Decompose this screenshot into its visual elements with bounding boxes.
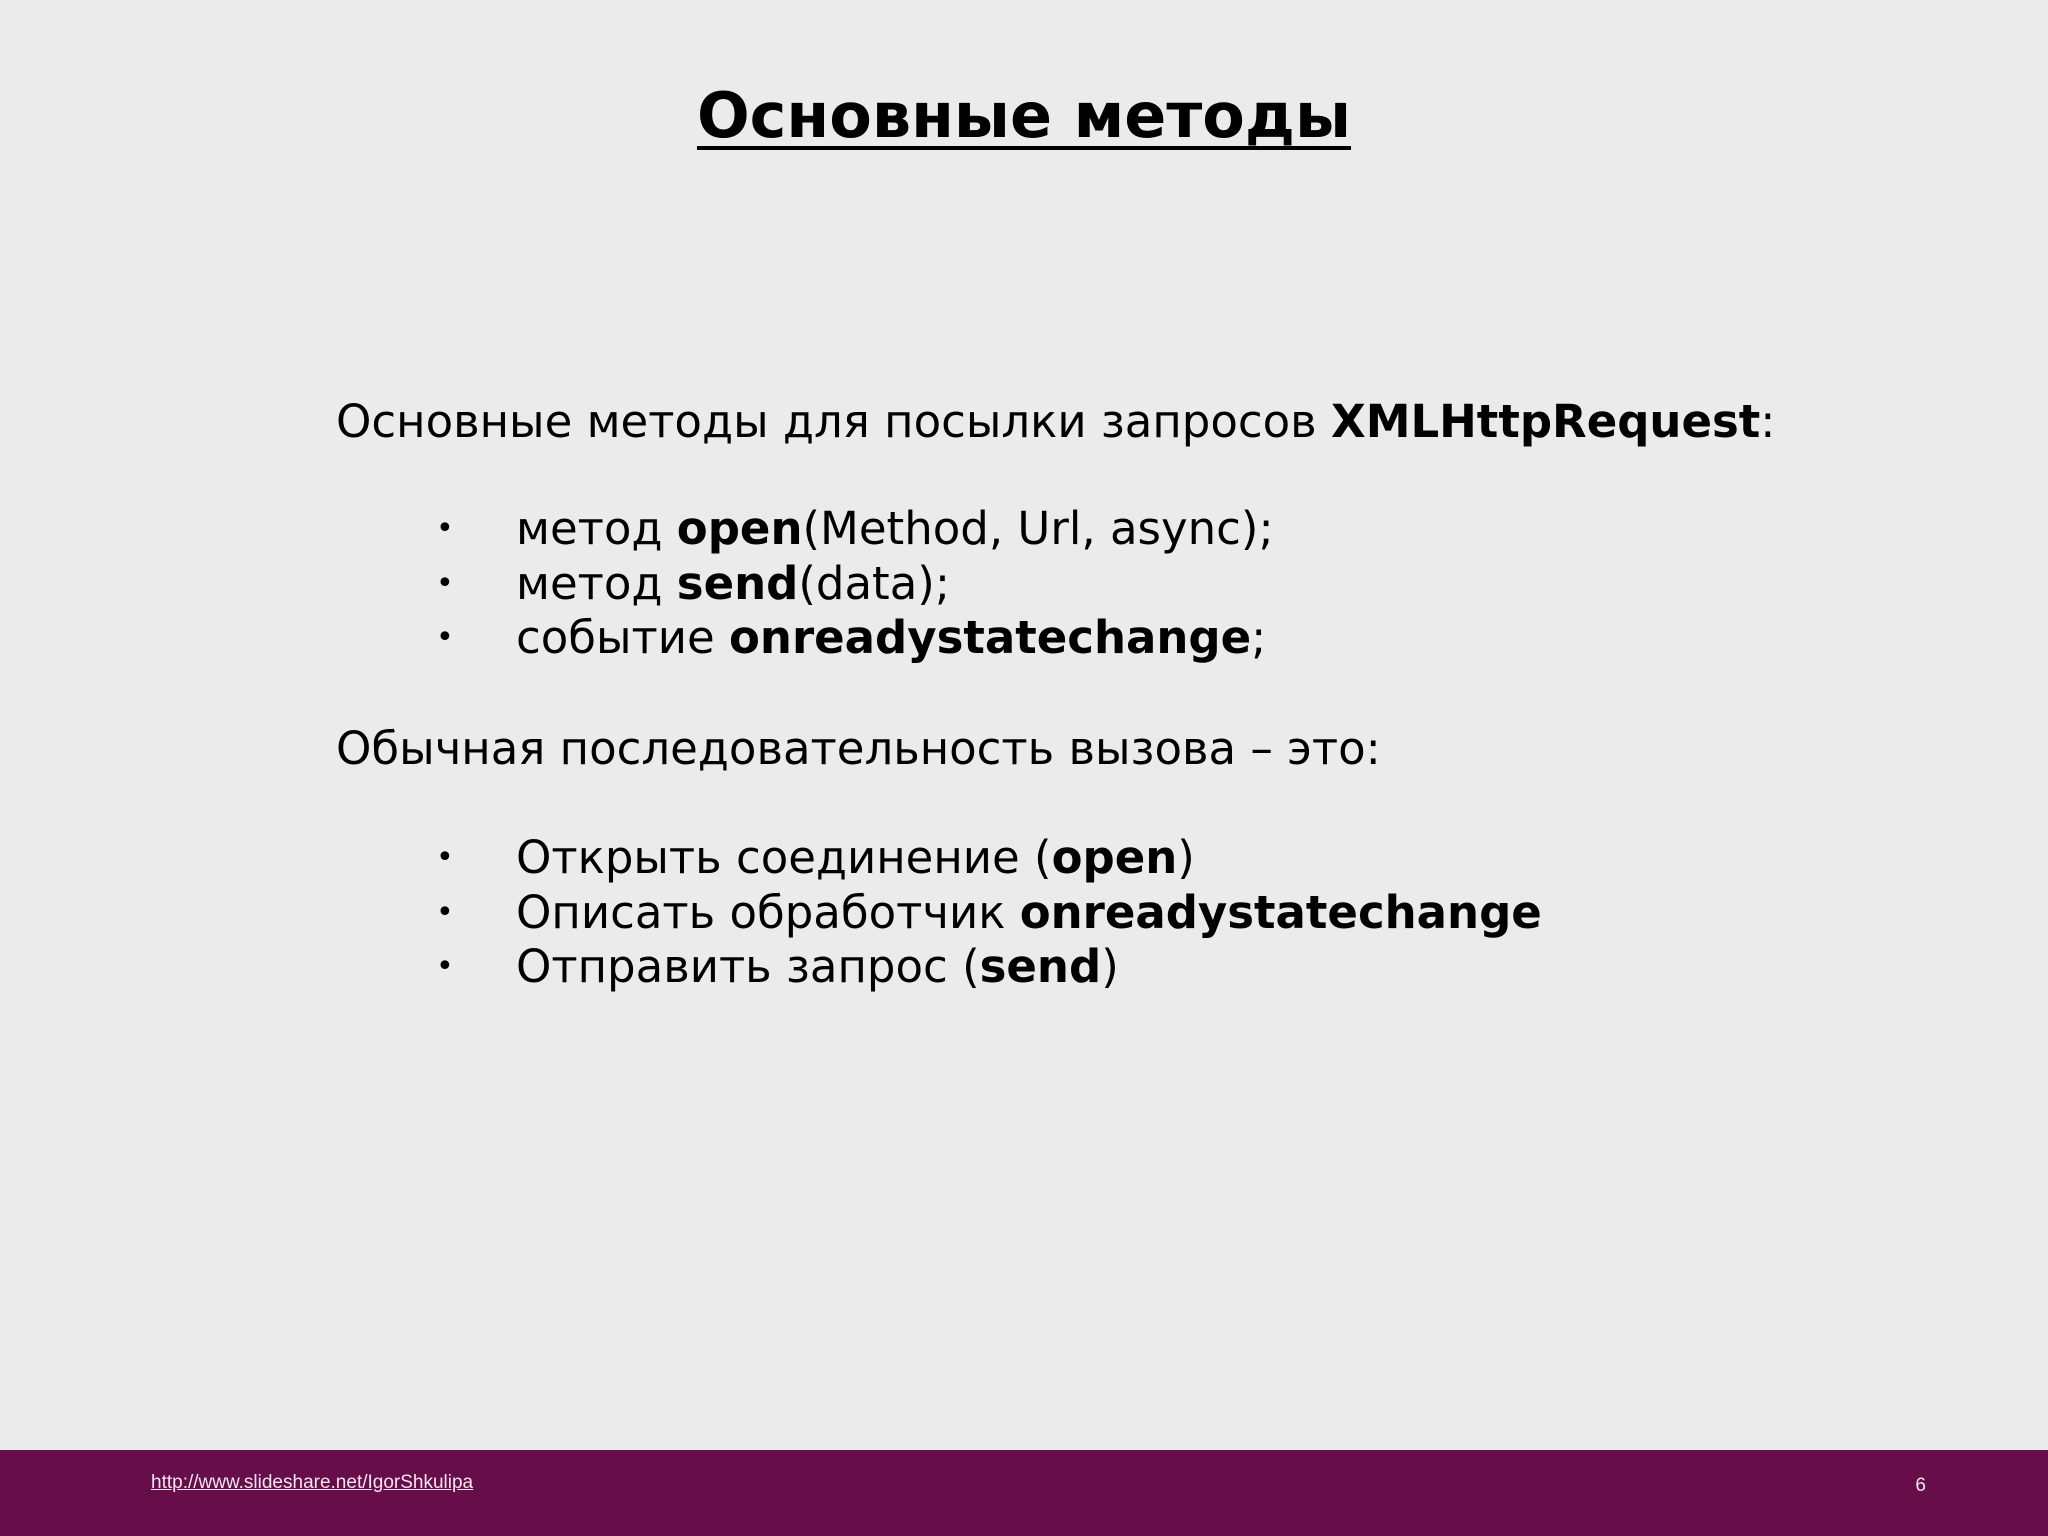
bullet-icon: • — [436, 894, 454, 930]
item-bold: open — [676, 502, 803, 555]
item-prefix: Отправить запрос ( — [516, 940, 980, 993]
item-bold: send — [979, 940, 1102, 993]
intro-paragraph — [336, 392, 1775, 452]
item-suffix: ) — [1177, 831, 1195, 884]
list-item — [336, 502, 1274, 557]
bullet-icon: • — [436, 840, 454, 875]
item-suffix: (data); — [798, 556, 950, 610]
item-prefix: метод — [516, 502, 677, 555]
list-item — [336, 557, 1274, 612]
bullet-icon: • — [436, 511, 454, 546]
bullet-icon: • — [436, 620, 454, 655]
list-item — [336, 886, 1542, 941]
list-item — [336, 611, 1274, 666]
item-prefix: метод — [516, 556, 677, 610]
item-prefix: событие — [516, 611, 730, 664]
item-bold: onreadystatechange — [729, 611, 1252, 664]
intro-text: Основные методы для посылки запросов — [336, 395, 1331, 448]
item-bold: send — [676, 556, 799, 610]
item-prefix: Открыть соединение ( — [516, 831, 1052, 884]
methods-list — [336, 502, 1274, 666]
intro-bold-term: XMLHttpRequest — [1331, 395, 1761, 448]
intro-suffix: : — [1760, 395, 1776, 448]
item-bold: open — [1051, 831, 1178, 884]
item-suffix: (Method, Url, async); — [802, 502, 1274, 555]
bullet-icon: • — [436, 949, 454, 984]
item-prefix: Описать обработчик — [516, 885, 1020, 939]
sequence-list — [336, 831, 1542, 995]
page-number: 6 — [1915, 1475, 1926, 1496]
item-suffix: ; — [1251, 611, 1267, 664]
slide-title — [0, 76, 2048, 156]
footer-bar — [0, 1450, 2048, 1536]
sequence-intro: Обычная последовательность вызова – это: — [336, 722, 1381, 775]
slide-title-text: Основные методы — [696, 79, 1352, 152]
footer-link[interactable]: http://www.slideshare.net/IgorShkulipa — [151, 1472, 474, 1493]
item-bold: onreadystatechange — [1019, 885, 1542, 939]
list-item — [336, 940, 1542, 995]
item-suffix: ) — [1101, 940, 1119, 993]
bullet-icon: • — [436, 565, 454, 601]
list-item — [336, 831, 1542, 886]
